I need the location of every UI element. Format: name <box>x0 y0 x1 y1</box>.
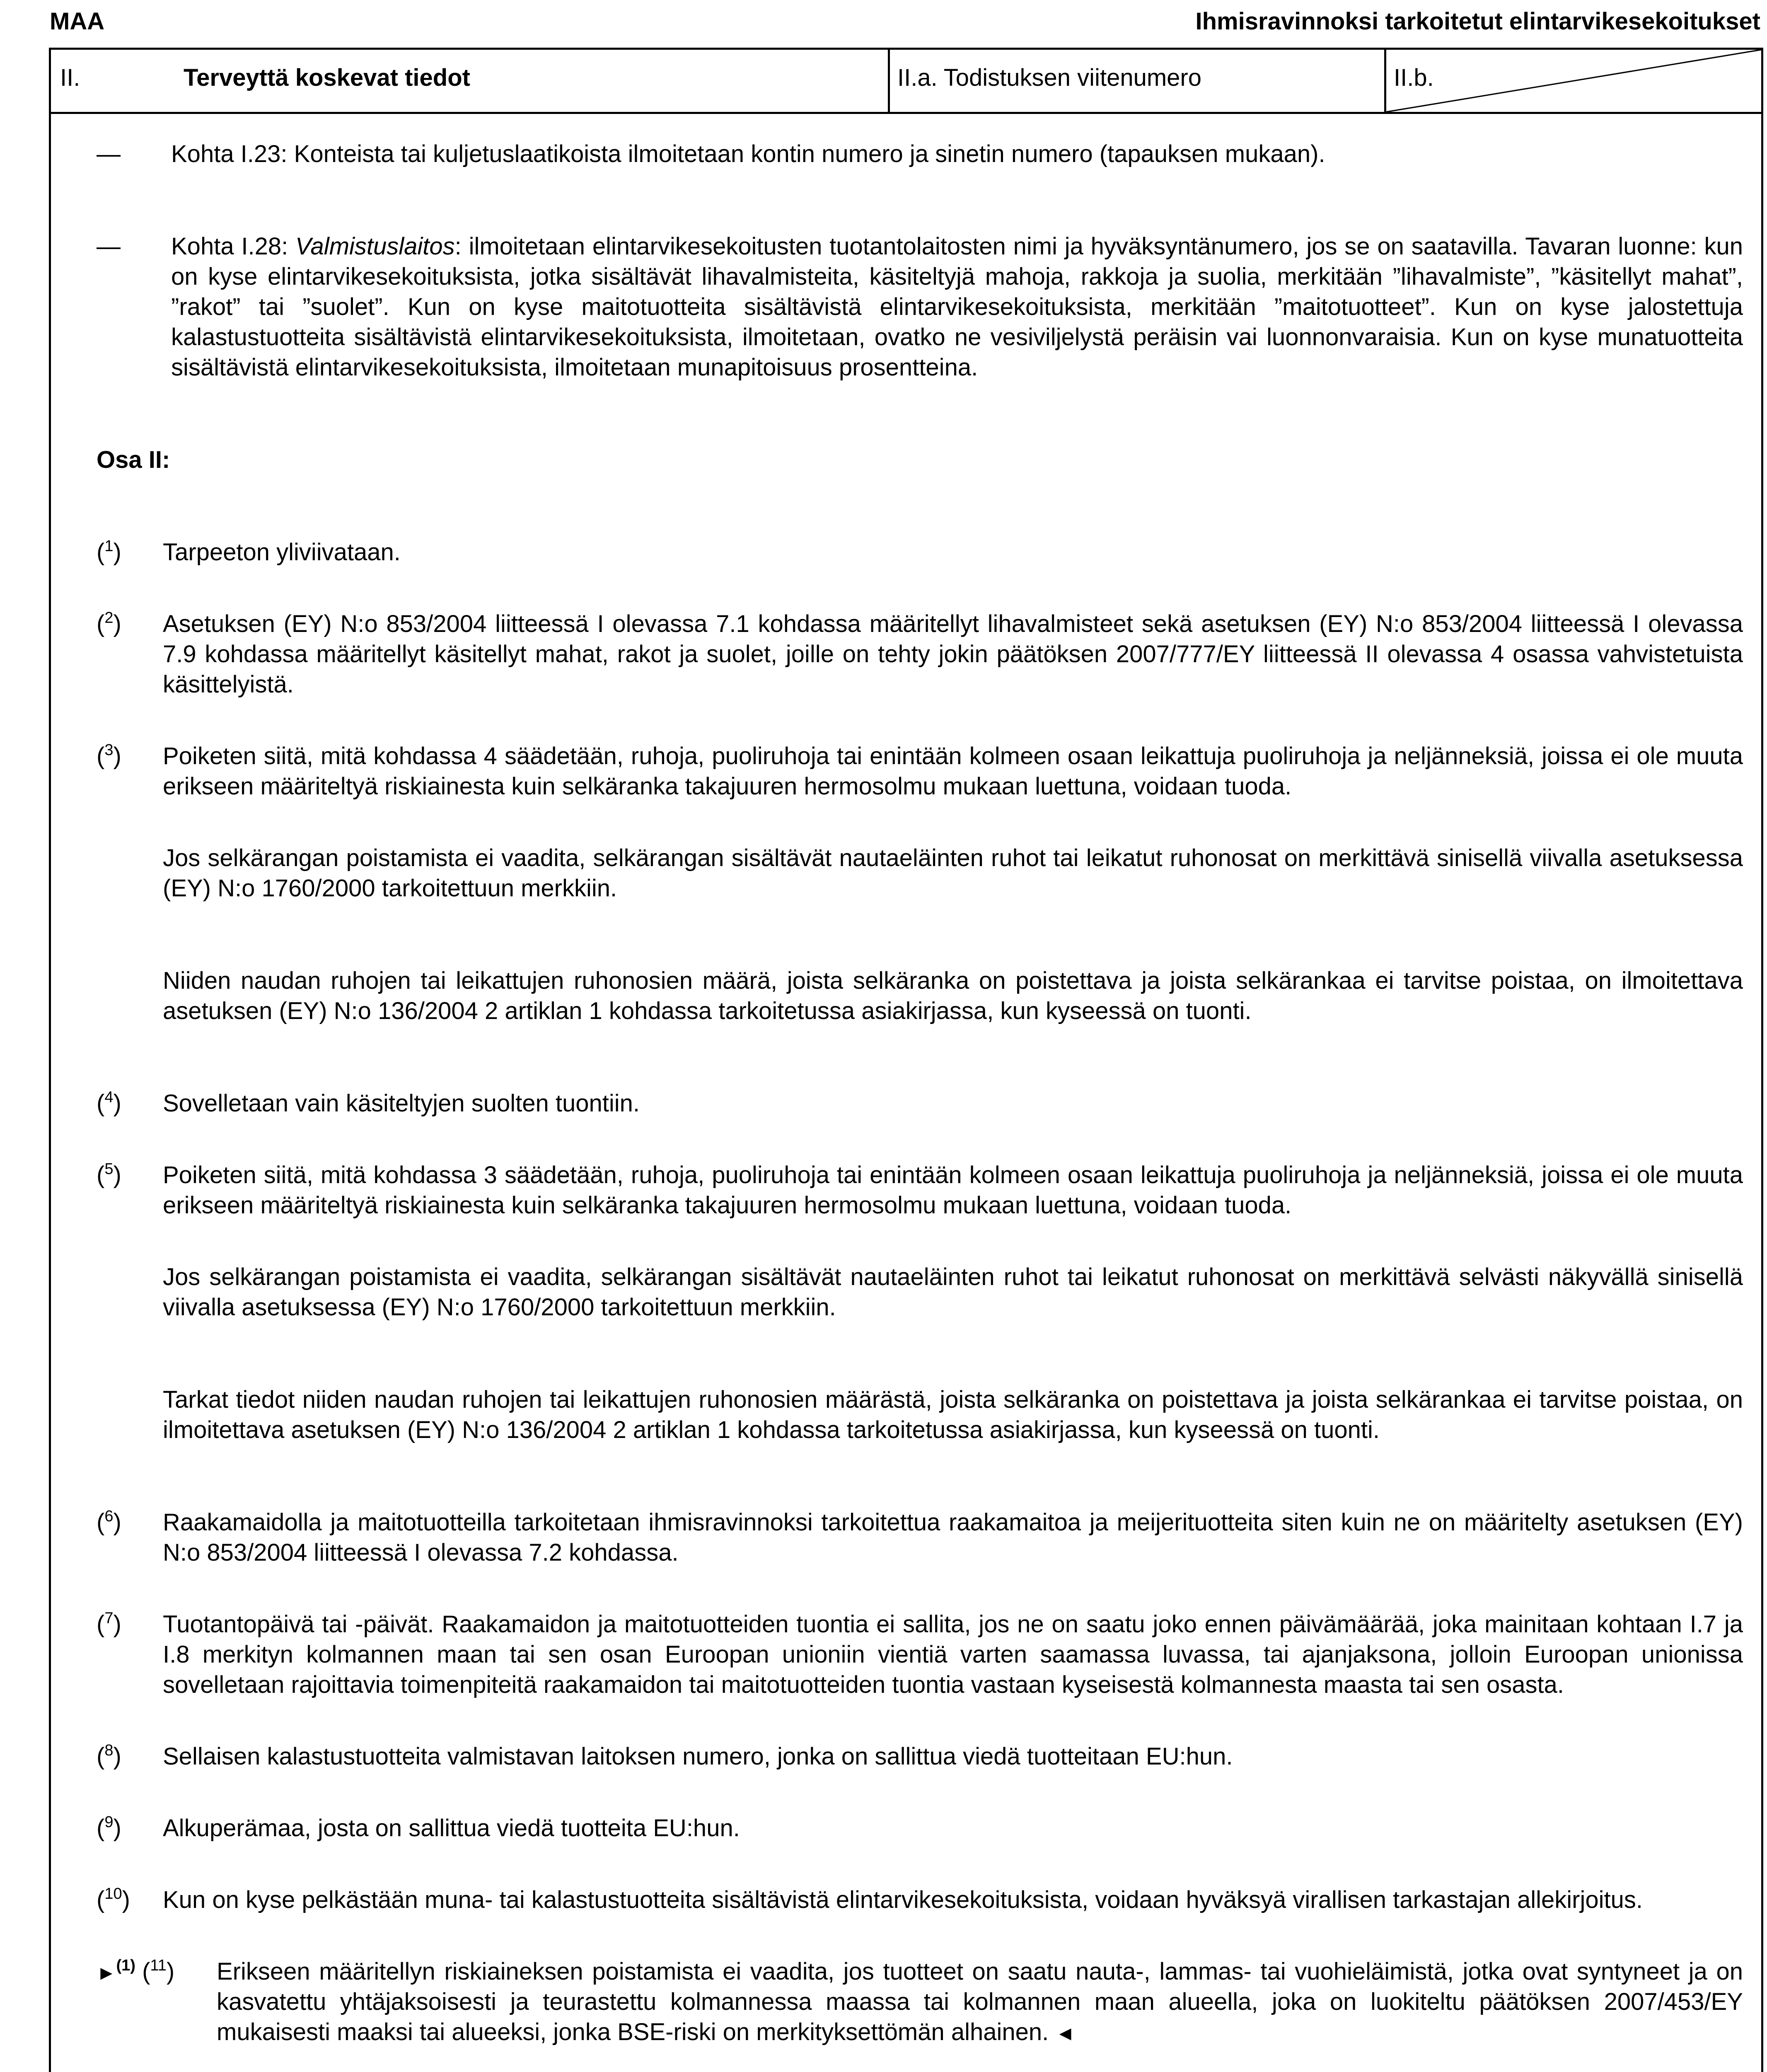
footnote-3-paragraph-a: Jos selkärangan poistamista ei vaadita, selkärangan sisältävät nautaeläinten ruhot tai leikatut ruhonosat on merkittävä sinisellä viivalla asetuksessa (EY) N:o 1760/2000 tarkoitettuun merkkiin. <box>163 845 1743 902</box>
note-item-128-italic: Valmistuslaitos <box>295 233 455 260</box>
form-header-row <box>51 50 1761 114</box>
footnote-4 <box>97 1088 1743 1118</box>
footnote-marker: ($^1$) <box>97 537 121 566</box>
section-title: Terveyttä koskevat tiedot <box>184 64 470 91</box>
amendment-end-icon: ◄ <box>1055 2023 1075 2045</box>
footnote-text: Kun on kyse pelkästään muna- tai kalastustuotteita sisältävistä elintarvikesekoituksista, voidaan hyväksyä virallisen tarkastajan allekirjoitus. <box>163 1886 1643 1913</box>
note-item-123 <box>97 139 1743 169</box>
footnote-marker: ($^3$) <box>97 741 121 770</box>
footnote-6 <box>97 1507 1743 1568</box>
amendment-marker-label: (1) <box>116 1957 135 1974</box>
part-heading: Osa II: <box>97 446 170 473</box>
footnote-marker: ($^7$) <box>97 1610 121 1638</box>
footnote-text: Poiketen siitä, mitä kohdassa 4 säädetään, ruhoja, puoliruhoja tai enintään kolmeen osaan leikattuja puoliruhoja ja neljänneksiä, joissa ei ole muuta erikseen määriteltyä riskiainesta kuin selkäranka takajuuren hermosolmu mukaan luettuna, voidaan tuoda. <box>163 743 1743 800</box>
dash-marker: — <box>97 233 121 260</box>
section-number: II. <box>60 64 80 91</box>
country-label: MAA <box>50 8 105 35</box>
page-header <box>50 7 1760 41</box>
note-item-123-text: Kohta I.23: Konteista tai kuljetuslaatikoista ilmoitetaan kontin numero ja sinetin numero (tapauksen mukaan). <box>171 140 1325 167</box>
footnote-marker: ►$^{(1)}$ ($^{11}$) <box>97 1957 175 1985</box>
certificate-frame <box>49 48 1763 2072</box>
dash-marker: — <box>97 140 121 167</box>
iib-cell <box>1386 50 1761 112</box>
footnote-text: Raakamaidolla ja maitotuotteilla tarkoitetaan ihmisravinnoksi tarkoitettua raakamaitoa ja meijerituotteita siten kuin ne on määritelty asetuksen (EY) N:o 853/2004 liitteessä I olevassa 7.2 kohdassa. <box>163 1509 1743 1566</box>
document-title: Ihmisravinnoksi tarkoitetut elintarvikesekoitukset <box>1195 8 1760 35</box>
footnote-text: Erikseen määritellyn riskiaineksen poistamista ei vaadita, jos tuotteet on saatu nauta-, lammas- tai vuohieläimistä, jotka ovat syntyneet ja on kasvatettu yhtäjaksoisesti ja teurastettu kolmannessa maassa tai kolmannen maan alueella, joka on luokiteltu päätöksen 2007/453/EY mukaisesti maaksi tai alueeksi, jonka BSE-riski on merkityksettömän alhainen. <box>217 1958 1743 2045</box>
footnote-marker: ($^4$) <box>97 1089 121 1117</box>
footnote-marker: ($^6$) <box>97 1508 121 1536</box>
footnote-text: Sovelletaan vain käsiteltyjen suolten tuontiin. <box>163 1090 640 1117</box>
iib-label: II.b. <box>1394 64 1434 91</box>
note-item-128-text: : ilmoitetaan elintarvikesekoitusten tuotantolaitosten nimi ja hyväksyntänumero, jos se on saatavilla. Tavaran luonne: kun on kyse elintarvikesekoituksista, jotka sisältävät lihavalmisteita, käsiteltyjä mahoja, rakkoja ja suolia, merkitään ”lihavalmiste”, ”käsitellyt mahat”, ”rakot” tai ”suolet”. Kun on kyse maitotuotteita sisältävistä elintarvikesekoituksista, merkitään ”maitotuotteet”. Kun on kyse jalostettuja kalastustuotteita sisältävistä elintarvikesekoituksista, ilmoitetaan, ovatko ne vesiviljelystä peräisin vai luonnonvaraisia. Kun on kyse munatuotteita sisältävistä elintarvikesekoituksista, ilmoitetaan munapitoisuus prosentteina. <box>171 233 1743 381</box>
footnote-text: Poiketen siitä, mitä kohdassa 3 säädetään, ruhoja, puoliruhoja tai enintään kolmeen osaan leikattuja puoliruhoja ja neljänneksiä, joissa ei ole muuta erikseen määriteltyä riskiainesta kuin selkäranka takajuuren hermosolmu mukaan luettuna, voidaan tuoda. <box>163 1162 1743 1219</box>
notes-content <box>97 139 1743 2072</box>
footnote-5 <box>97 1160 1743 1220</box>
footnote-10 <box>97 1885 1743 1915</box>
footnote-5-paragraph-a: Jos selkärangan poistamista ei vaadita, selkärangan sisältävät nautaeläinten ruhot tai leikatut ruhonosat on merkittävä selvästi näkyvällä sinisellä viivalla asetuksessa (EY) N:o 1760/2000 tarkoitettuun merkkiin. <box>163 1264 1743 1321</box>
footnote-5-paragraph-b: Tarkat tiedot niiden naudan ruhojen tai leikattujen ruhonosien määrästä, joista selkäranka on poistettava ja joista selkärankaa ei tarvitse poistaa, on ilmoitettava asetuksen (EY) N:o 136/2004 2 artiklan 1 kohdassa tarkoitetussa asiakirjassa, kun kyseessä on tuonti. <box>163 1386 1743 1443</box>
strike-diagonal-line <box>1386 50 1761 112</box>
footnote-11 <box>97 1956 1743 2049</box>
footnote-marker: ($^2$) <box>97 609 121 637</box>
footnote-marker: ($^{10}$) <box>97 1885 130 1913</box>
reference-label: II.a. Todistuksen viitenumero <box>897 64 1201 91</box>
footnote-text: Asetuksen (EY) N:o 853/2004 liitteessä I olevassa 7.1 kohdassa määritellyt lihavalmisteet sekä asetuksen (EY) N:o 853/2004 liitteessä I olevassa 7.9 kohdassa määritellyt käsitellyt mahat, rakot ja suolet, joille on tehty jokin päätöksen 2007/777/EY liitteessä II olevassa 4 osassa vahvistetuista käsittelyistä. <box>163 610 1743 698</box>
footnote-text: Alkuperämaa, josta on sallittua viedä tuotteita EU:hun. <box>163 1815 740 1842</box>
footnote-3-paragraph-b: Niiden naudan ruhojen tai leikattujen ruhonosien määrä, joista selkäranka on poistettava ja joista selkärankaa ei tarvitse poistaa, on ilmoitettava asetuksen (EY) N:o 136/2004 2 artiklan 1 kohdassa tarkoitetussa asiakirjassa, kun kyseessä on tuonti. <box>163 967 1743 1024</box>
note-item-128 <box>97 231 1743 382</box>
footnote-text: Sellaisen kalastustuotteita valmistavan laitoksen numero, jonka on sallittua viedä tuotteitaan EU:hun. <box>163 1743 1233 1770</box>
footnote-1 <box>97 537 1743 567</box>
footnote-marker: ($^9$) <box>97 1813 121 1842</box>
footnote-3 <box>97 741 1743 801</box>
section-cell <box>51 50 890 112</box>
footnote-marker: ($^8$) <box>97 1742 121 1770</box>
footnote-2 <box>97 609 1743 700</box>
footnote-9 <box>97 1813 1743 1843</box>
footnote-text: Tarpeeton yliviivataan. <box>163 539 401 566</box>
footnote-7 <box>97 1609 1743 1700</box>
reference-cell <box>890 50 1386 112</box>
footnote-marker: ($^5$) <box>97 1160 121 1188</box>
note-item-128-prefix: Kohta I.28: <box>171 233 296 260</box>
amendment-start-icon: ► <box>97 1962 116 1984</box>
footnote-text: Tuotantopäivä tai -päivät. Raakamaidon ja maitotuotteiden tuontia ei sallita, jos ne on saatu joko ennen päivämäärää, joka mainitaan kohtaan I.7 ja I.8 merkityn kolmannen maan tai sen osan Euroopan unioniin vientiä varten saamassa luvassa, tai ajanjaksona, jolloin Euroopan unionissa sovelletaan rajoittavia toimenpiteitä raakamaidon tai maitotuotteiden tuontia vastaan kyseisestä kolmannesta maasta tai sen osasta. <box>163 1611 1743 1698</box>
footnote-8 <box>97 1741 1743 1772</box>
